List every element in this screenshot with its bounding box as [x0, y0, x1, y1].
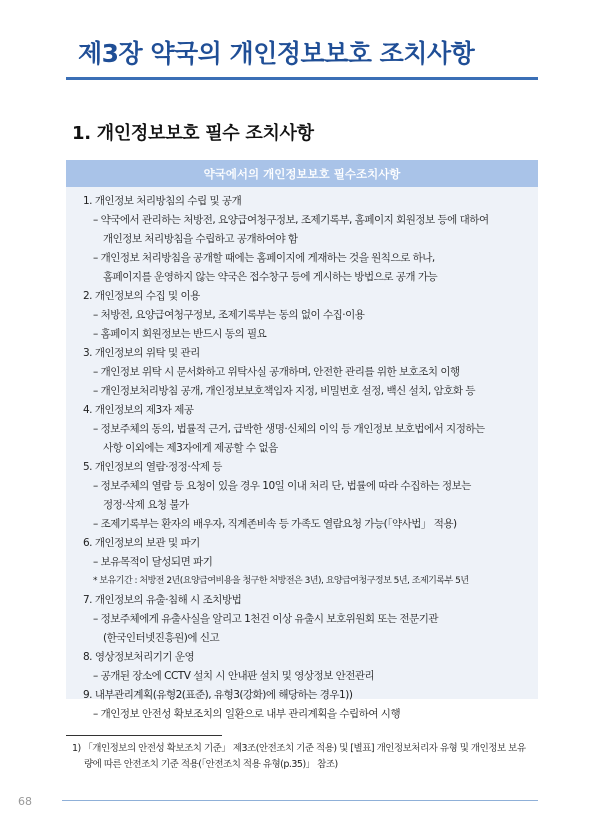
list-item-detail: – 처방전, 요양급여청구정보, 조제기록부는 동의 없이 수집·이용 — [93, 309, 365, 321]
list-item-detail: – 약국에서 관리하는 처방전, 요양급여청구정보, 조제기록부, 홈페이지 회원정보 등에 대하여 — [93, 214, 489, 226]
list-item-heading: 8. 영상정보처리기기 운영 — [83, 651, 195, 663]
chapter-title-rule — [66, 77, 538, 80]
list-item-heading: 3. 개인정보의 위탁 및 관리 — [83, 347, 200, 359]
footnote-line: 량에 따른 안전조치 기준 적용(「안전조치 적용 유형(p.35)」 참조) — [84, 759, 338, 770]
list-item-heading: 7. 개인정보의 유출·침해 시 조치방법 — [83, 594, 242, 606]
list-item-detail: – 정보주체의 열람 등 요청이 있을 경우 10일 이내 처리 단, 법률에 따라 수집하는 정보는 — [93, 480, 471, 492]
list-item-detail: – 공개된 장소에 CCTV 설치 시 안내판 설치 및 영상정보 안전관리 — [93, 670, 375, 682]
summary-box-content — [83, 192, 528, 724]
list-item-detail: – 정보주체에게 유출사실을 알리고 1천건 이상 유출시 보호위원회 또는 전문기관 — [93, 613, 439, 625]
list-item-detail: – 홈페이지 회원정보는 반드시 동의 필요 — [93, 328, 267, 340]
list-item-note: * 보유기간 : 처방전 2년(요양급여비용을 청구한 처방전은 3년), 요양급여청구정보 5년, 조제기록부 5년 — [93, 576, 469, 586]
list-item-heading: 4. 개인정보의 제3자 제공 — [83, 404, 194, 416]
list-item-detail: – 보유목적이 달성되면 파기 — [93, 556, 213, 568]
list-item-detail: – 정보주체의 동의, 법률적 근거, 급박한 생명·신체의 이익 등 개인정보 보호법에서 지정하는 — [93, 423, 485, 435]
list-item-detail: – 조제기록부는 환자의 배우자, 직계존비속 등 가족도 열람요청 가능(「약사법」 적용) — [93, 518, 457, 530]
chapter-title: 제3장 약국의 개인정보보호 조치사항 — [78, 39, 475, 68]
list-item-detail-continued: 홈페이지를 운영하지 않는 약국은 접수창구 등에 게시하는 방법으로 공개 가능 — [103, 271, 438, 283]
list-item-heading: 6. 개인정보의 보관 및 파기 — [83, 537, 200, 549]
page-number: 68 — [18, 795, 32, 808]
list-item-detail: – 개인정보처리방침 공개, 개인정보보호책임자 지정, 비밀번호 설정, 백신 설치, 암호화 등 — [93, 385, 475, 397]
list-item-heading: 9. 내부관리계획(유형2(표준), 유형3(강화)에 해당하는 경우1)) — [83, 689, 353, 701]
section-heading: 1. 개인정보보호 필수 조치사항 — [72, 123, 314, 144]
list-item-detail-continued: 정정·삭제 요청 불가 — [103, 499, 189, 511]
footnote-rule — [66, 735, 222, 736]
footnote — [72, 741, 538, 773]
list-item-detail-continued: (한국인터넷진흥원)에 신고 — [103, 632, 220, 644]
list-item-detail-continued: 개인정보 처리방침을 수립하고 공개하여야 함 — [103, 233, 298, 245]
list-item-heading: 1. 개인정보 처리방침의 수립 및 공개 — [83, 195, 242, 207]
footer-rule — [62, 800, 538, 801]
list-item-heading: 2. 개인정보의 수집 및 이용 — [83, 290, 200, 302]
list-item-detail: – 개인정보 처리방침을 공개할 때에는 홈페이지에 게재하는 것을 원칙으로 하나, — [93, 252, 435, 264]
summary-box-header: 약국에서의 개인정보보호 필수조치사항 — [66, 160, 538, 187]
footnote-line: 1) 「개인정보의 안전성 확보조치 기준」 제3조(안전조치 기준 적용) 및 [별표] 개인정보처리자 유형 및 개인정보 보유 — [72, 743, 526, 754]
list-item-detail: – 개인정보 안전성 확보조치의 일환으로 내부 관리계획을 수립하여 시행 — [93, 708, 401, 720]
list-item-detail: – 개인정보 위탁 시 문서화하고 위탁사실 공개하며, 안전한 관리를 위한 보호조치 이행 — [93, 366, 460, 378]
list-item-heading: 5. 개인정보의 열람·정정·삭제 등 — [83, 461, 222, 473]
list-item-detail-continued: 사항 이외에는 제3자에게 제공할 수 없음 — [103, 442, 278, 454]
